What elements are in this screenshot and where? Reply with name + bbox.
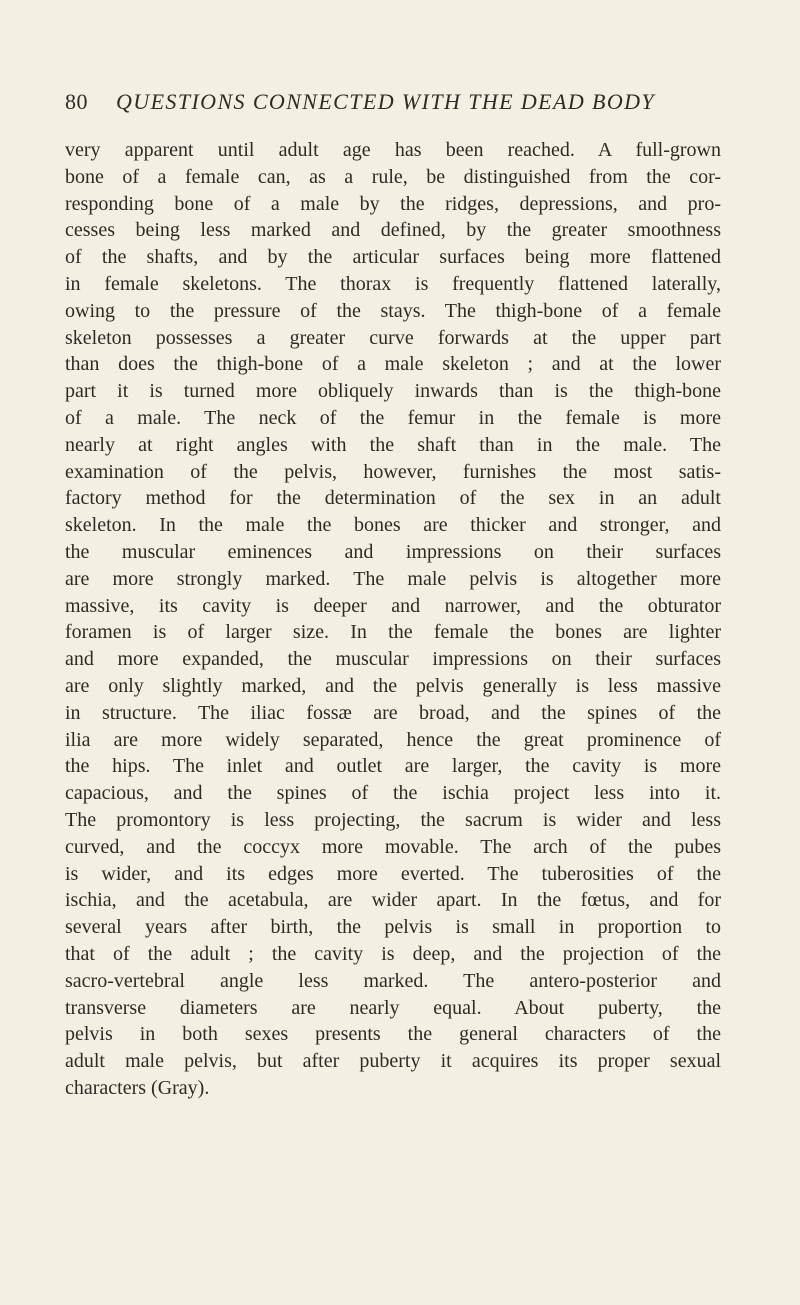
text-line: nearly at right angles with the shaft than in the male. The (65, 433, 721, 456)
text-line: foramen is of larger size. In the female the bones are lighter (65, 621, 721, 644)
text-line: transverse diameters are nearly equal. About puberty, the (65, 996, 721, 1019)
page-number: 80 (65, 89, 88, 114)
text-line: and more expanded, the muscular impressions on their surfaces (65, 648, 721, 671)
text-line: cesses being less marked and defined, by the greater smoothness (65, 219, 721, 242)
text-line: responding bone of a male by the ridges, depressions, and pro- (65, 192, 721, 215)
text-line: in structure. The iliac fossæ are broad, and the spines of the (65, 701, 721, 724)
text-line: skeleton possesses a greater curve forwards at the upper part (65, 326, 721, 349)
text-line: owing to the pressure of the stays. The thigh-bone of a female (65, 299, 721, 322)
text-line: factory method for the determination of the sex in an adult (65, 487, 721, 510)
text-line: than does the thigh-bone of a male skeleton ; and at the lower (65, 353, 721, 376)
text-line: that of the adult ; the cavity is deep, and the projection of the (65, 942, 721, 965)
text-line: ilia are more widely separated, hence the great prominence of (65, 728, 721, 751)
running-head (65, 88, 725, 120)
text-line: very apparent until adult age has been reached. A full-grown (65, 139, 721, 161)
text-line: the hips. The inlet and outlet are larger, the cavity is more (65, 755, 721, 778)
text-line: of a male. The neck of the femur in the female is more (65, 406, 721, 429)
text-line: are more strongly marked. The male pelvis is altogether more (65, 567, 721, 590)
text-line: sacro-vertebral angle less marked. The antero-posterior and (65, 969, 721, 992)
text-line: are only slightly marked, and the pelvis generally is less massive (65, 674, 721, 697)
text-line: in female skeletons. The thorax is frequently flattened laterally, (65, 272, 721, 295)
running-title: QUESTIONS CONNECTED WITH THE DEAD BODY (116, 89, 656, 114)
text-line: is wider, and its edges more everted. The tuberosities of the (65, 862, 721, 885)
body-paragraph (65, 137, 721, 1102)
text-line: part it is turned more obliquely inwards than is the thigh-bone (65, 380, 721, 403)
text-line: massive, its cavity is deeper and narrower, and the obturator (65, 594, 721, 617)
text-line: capacious, and the spines of the ischia project less into it. (65, 782, 721, 805)
text-line: adult male pelvis, but after puberty it acquires its proper sexual (65, 1050, 721, 1073)
text-line: ischia, and the acetabula, are wider apart. In the fœtus, and for (65, 889, 721, 912)
text-line: characters (Gray). (65, 1076, 210, 1099)
text-line: The promontory is less projecting, the sacrum is wider and less (65, 808, 721, 831)
text-line: examination of the pelvis, however, furnishes the most satis- (65, 460, 721, 483)
text-line: of the shafts, and by the articular surfaces being more flattened (65, 246, 721, 269)
text-line: curved, and the coccyx more movable. The arch of the pubes (65, 835, 721, 858)
text-line: several years after birth, the pelvis is small in proportion to (65, 916, 721, 939)
text-line: bone of a female can, as a rule, be distinguished from the cor- (65, 165, 721, 188)
text-line: pelvis in both sexes presents the general characters of the (65, 1023, 721, 1046)
text-line: skeleton. In the male the bones are thicker and stronger, and (65, 514, 721, 537)
text-line: the muscular eminences and impressions on their surfaces (65, 540, 721, 563)
